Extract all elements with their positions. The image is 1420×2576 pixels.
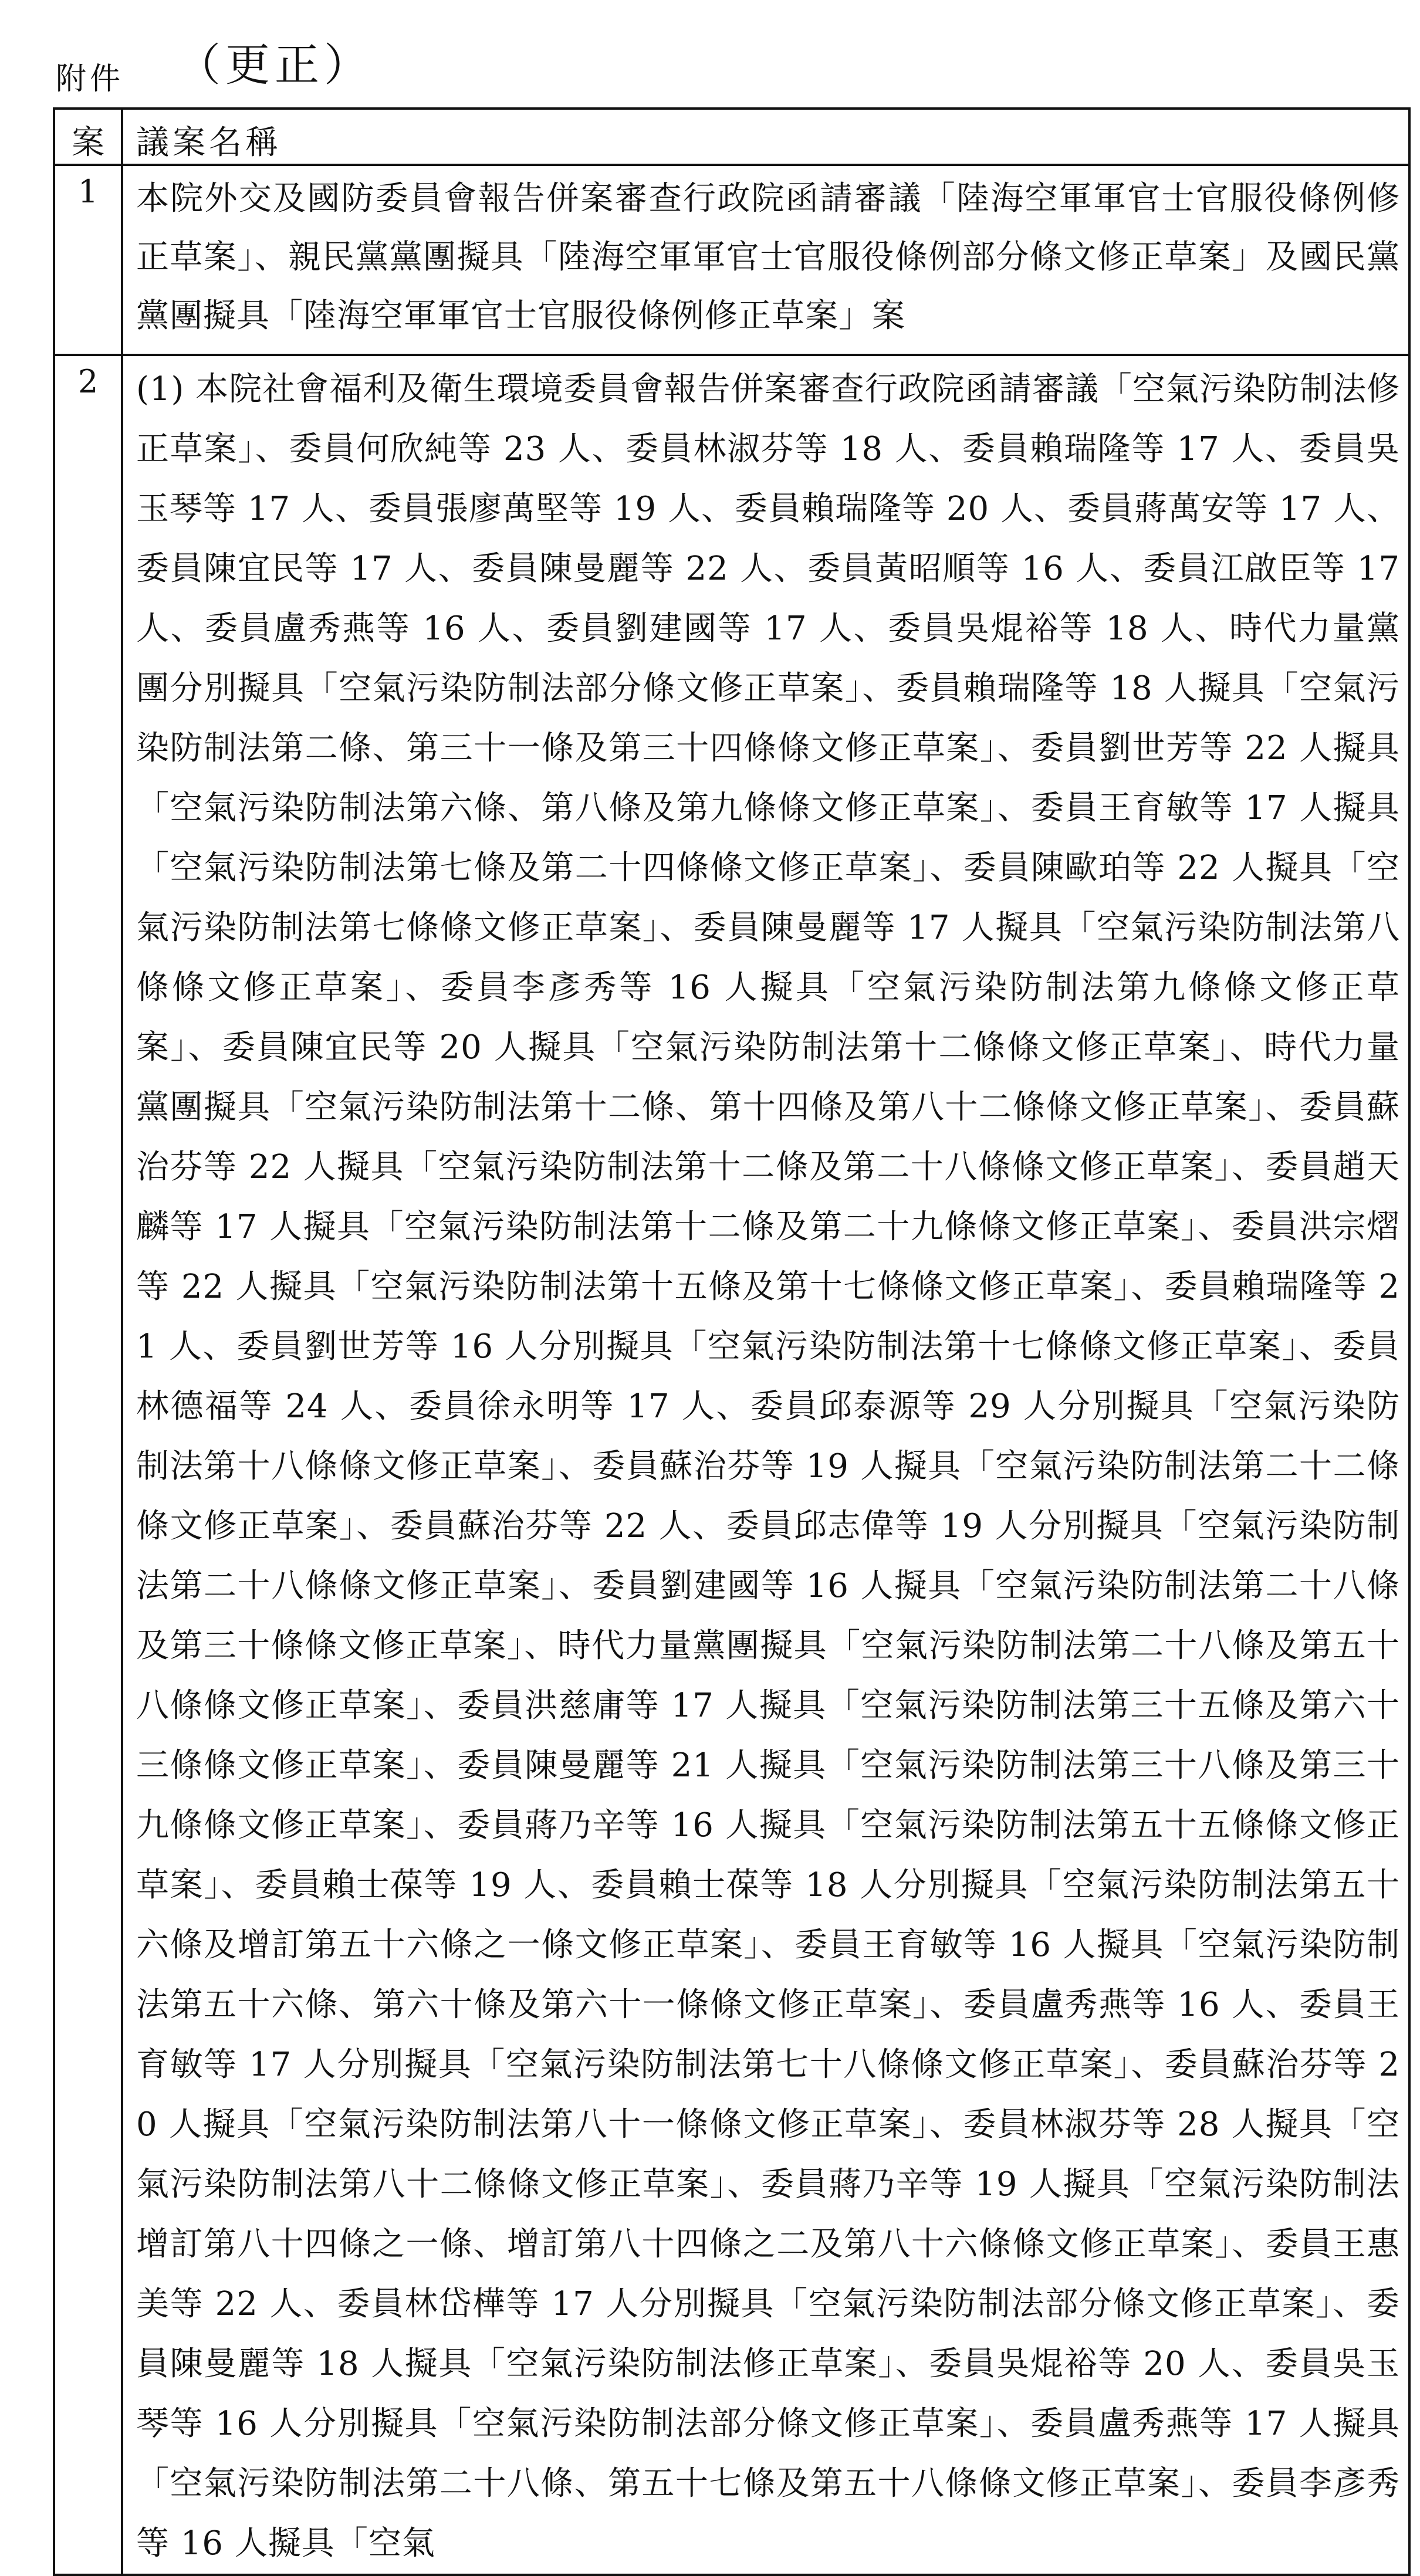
correction-label: （更正） (176, 39, 373, 91)
case-number: 1 (77, 173, 99, 210)
table-row (54, 355, 1409, 2575)
case-number: 2 (77, 363, 99, 400)
column-header-case-label: 案 (72, 124, 104, 162)
table-row (54, 165, 1409, 355)
bill-name-text: 本院外交及國防委員會報告併案審查行政院函請審議「陸海空軍軍官士官服役條例修正草案」、親民黨黨團擬具「陸海空軍軍官士官服役條例部分條文修正草案」及國民黨黨團擬具「陸海空軍軍官士官服役條例修正草案」案 (136, 180, 1400, 335)
column-header-bill-name-label: 議案名稱 (136, 124, 282, 162)
table-header-row (54, 109, 1409, 165)
column-header-case (54, 109, 122, 165)
bill-name-cell (122, 165, 1409, 355)
case-number-cell (54, 355, 122, 2575)
attachment-label: 附件 (56, 62, 124, 97)
bill-name-text: (1) 本院社會福利及衛生環境委員會報告併案審查行政院函請審議「空氣污染防制法修正草案」、委員何欣純等 23 人、委員林淑芬等 18 人、委員賴瑞隆等 17 人、委員吳玉琴等 17 人、委員張廖萬堅等 19 人、委員賴瑞隆等 20 人、委員蔣萬安等 17 人、委員陳宜民等 17 人、委員陳曼麗等 22 人、委員黃昭順等 16 人、委員江啟臣等 17 人、委員盧秀燕等 16 人、委員劉建國等 17 人、委員吳焜裕等 18 人、時代力量黨團分別擬具「空氣污染防制法部分條文修正草案」、委員賴瑞隆等 18 人擬具「空氣污染防制法第二條、第三十一條及第三十四條條文修正草案」、委員劉世芳等 22 人擬具「空氣污染防制法第六條、第八條及第九條條文修正草案」、委員王育敏等 17 人擬具「空氣污染防制法第七條及第二十四條條文修正草案」、委員陳歐珀等 22 人擬具「空氣污染防制法第七條條文修正草案」、委員陳曼麗等 17 人擬具「空氣污染防制法第八條條文修正草案」、委員李彥秀等 16 人擬具「空氣污染防制法第九條條文修正草案」、委員陳宜民等 20 人擬具「空氣污染防制法第十二條條文修正草案」、時代力量黨團擬具「空氣污染防制法第十二條、第十四條及第八十二條條文修正草案」、委員蘇治芬等 22 人擬具「空氣污染防制法第十二條及第二十八條條文修正草案」、委員趙天麟等 17 人擬具「空氣污染防制法第十二條及第二十九條條文修正草案」、委員洪宗熠等 22 人擬具「空氣污染防制法第十五條及第十七條條文修正草案」、委員賴瑞隆等 21 人、委員劉世芳等 16 人分別擬具「空氣污染防制法第十七條條文修正草案」、委員林德福等 24 人、委員徐永明等 17 人、委員邱泰源等 29 人分別擬具「空氣污染防制法第十八條條文修正草案」、委員蘇治芬等 19 人擬具「空氣污染防制法第二十二條條文修正草案」、委員蘇治芬等 22 人、委員邱志偉等 19 人分別擬具「空氣污染防制法第二十八條條文修正草案」、委員劉建國等 16 人擬具「空氣污染防制法第二十八條及第三十條條文修正草案」、時代力量黨團擬具「空氣污染防制法第二十八條及第五十八條條文修正草案」、委員洪慈庸等 17 人擬具「空氣污染防制法第三十五條及第六十三條條文修正草案」、委員陳曼麗等 21 人擬具「空氣污染防制法第三十八條及第三十九條條文修正草案」、委員蔣乃辛等 16 人擬具「空氣污染防制法第五十五條條文修正草案」、委員賴士葆等 19 人、委員賴士葆等 18 人分別擬具「空氣污染防制法第五十六條及增訂第五十六條之一條文修正草案」、委員王育敏等 16 人擬具「空氣污染防制法第五十六條、第六十條及第六十一條條文修正草案」、委員盧秀燕等 16 人、委員王育敏等 17 人分別擬具「空氣污染防制法第七十八條條文修正草案」、委員蘇治芬等 20 人擬具「空氣污染防制法第八十一條條文修正草案」、委員林淑芬等 28 人擬具「空氣污染防制法第八十二條條文修正草案」、委員蔣乃辛等 19 人擬具「空氣污染防制法增訂第八十四條之一條、增訂第八十四條之二及第八十六條條文修正草案」、委員王惠美等 22 人、委員林岱樺等 17 人分別擬具「空氣污染防制法部分條文修正草案」、委員陳曼麗等 18 人擬具「空氣污染防制法修正草案」、委員吳焜裕等 20 人、委員吳玉琴等 16 人分別擬具「空氣污染防制法部分條文修正草案」、委員盧秀燕等 17 人擬具「空氣污染防制法第二十八條、第五十七條及第五十八條條文修正草案」、委員李彥秀等 16 人擬具「空氣 (136, 370, 1400, 2563)
case-number-cell (54, 165, 122, 355)
column-header-bill-name (122, 109, 1409, 165)
bill-name-cell (122, 355, 1409, 2575)
bill-table (53, 107, 1411, 2576)
